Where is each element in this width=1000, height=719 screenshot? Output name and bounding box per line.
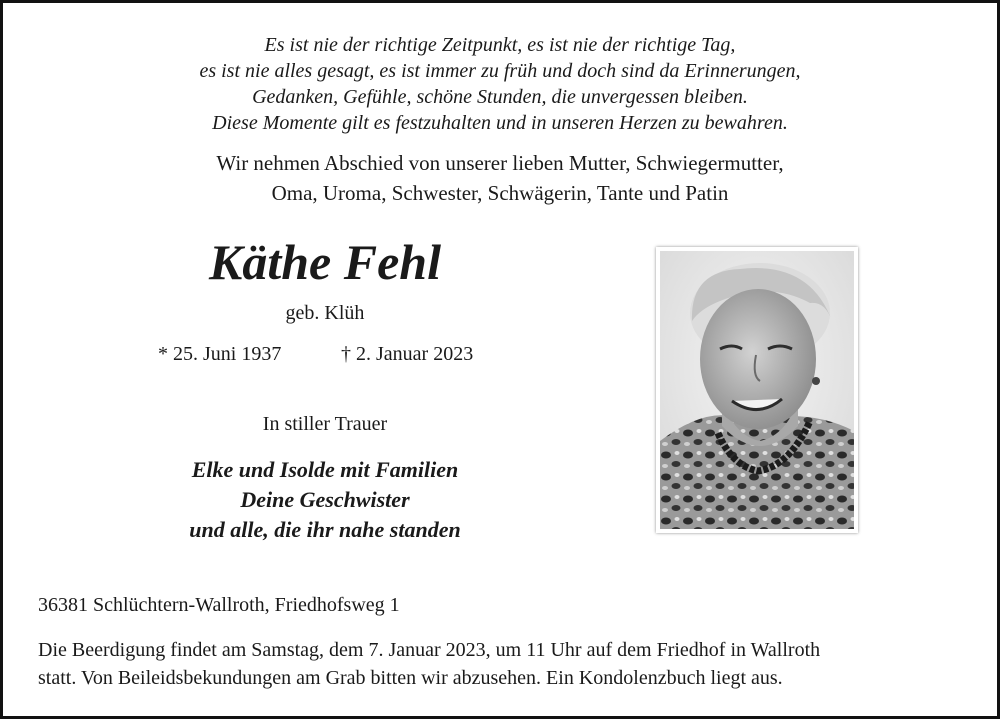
funeral-notice xyxy=(38,636,968,692)
farewell-line: Oma, Uroma, Schwester, Schwägerin, Tante und Patin xyxy=(271,181,729,205)
deceased-name: Käthe Fehl xyxy=(209,234,441,290)
address: 36381 Schlüchtern-Wallroth, Friedhofsweg 1 xyxy=(38,594,400,616)
poem-line: Diese Momente gilt es festzuhalten und in unseren Herzen zu bewahren. xyxy=(212,112,788,134)
farewell-line: Wir nehmen Abschied von unserer lieben Mutter, Schwiegermutter, xyxy=(216,151,784,175)
portrait-image xyxy=(660,251,854,529)
notice-line: statt. Von Beileidsbekundungen am Grab bitten wir abzusehen. Ein Kondolenzbuch liegt aus. xyxy=(38,667,783,689)
mourner-line: Deine Geschwister xyxy=(240,487,410,512)
birth-date: * 25. Juni 1937 xyxy=(158,343,282,365)
notice-line: Die Beerdigung findet am Samstag, dem 7. Januar 2023, um 11 Uhr auf dem Friedhof in Wallroth xyxy=(38,639,821,661)
portrait-photo xyxy=(656,247,858,533)
poem-line: Es ist nie der richtige Zeitpunkt, es ist nie der richtige Tag, xyxy=(264,34,736,56)
poem xyxy=(0,32,1000,136)
farewell-text xyxy=(0,148,1000,208)
poem-line: Gedanken, Gefühle, schöne Stunden, die unvergessen bleiben. xyxy=(252,86,748,108)
mourners-list xyxy=(120,455,530,545)
maiden-name: geb. Klüh xyxy=(285,302,365,324)
mourning-intro: In stiller Trauer xyxy=(262,413,388,435)
death-date: † 2. Januar 2023 xyxy=(341,343,474,365)
mourner-line: und alle, die ihr nahe standen xyxy=(189,517,461,542)
poem-line: es ist nie alles gesagt, es ist immer zu früh und doch sind da Erinnerungen, xyxy=(199,60,801,82)
mourner-line: Elke und Isolde mit Familien xyxy=(191,457,459,482)
